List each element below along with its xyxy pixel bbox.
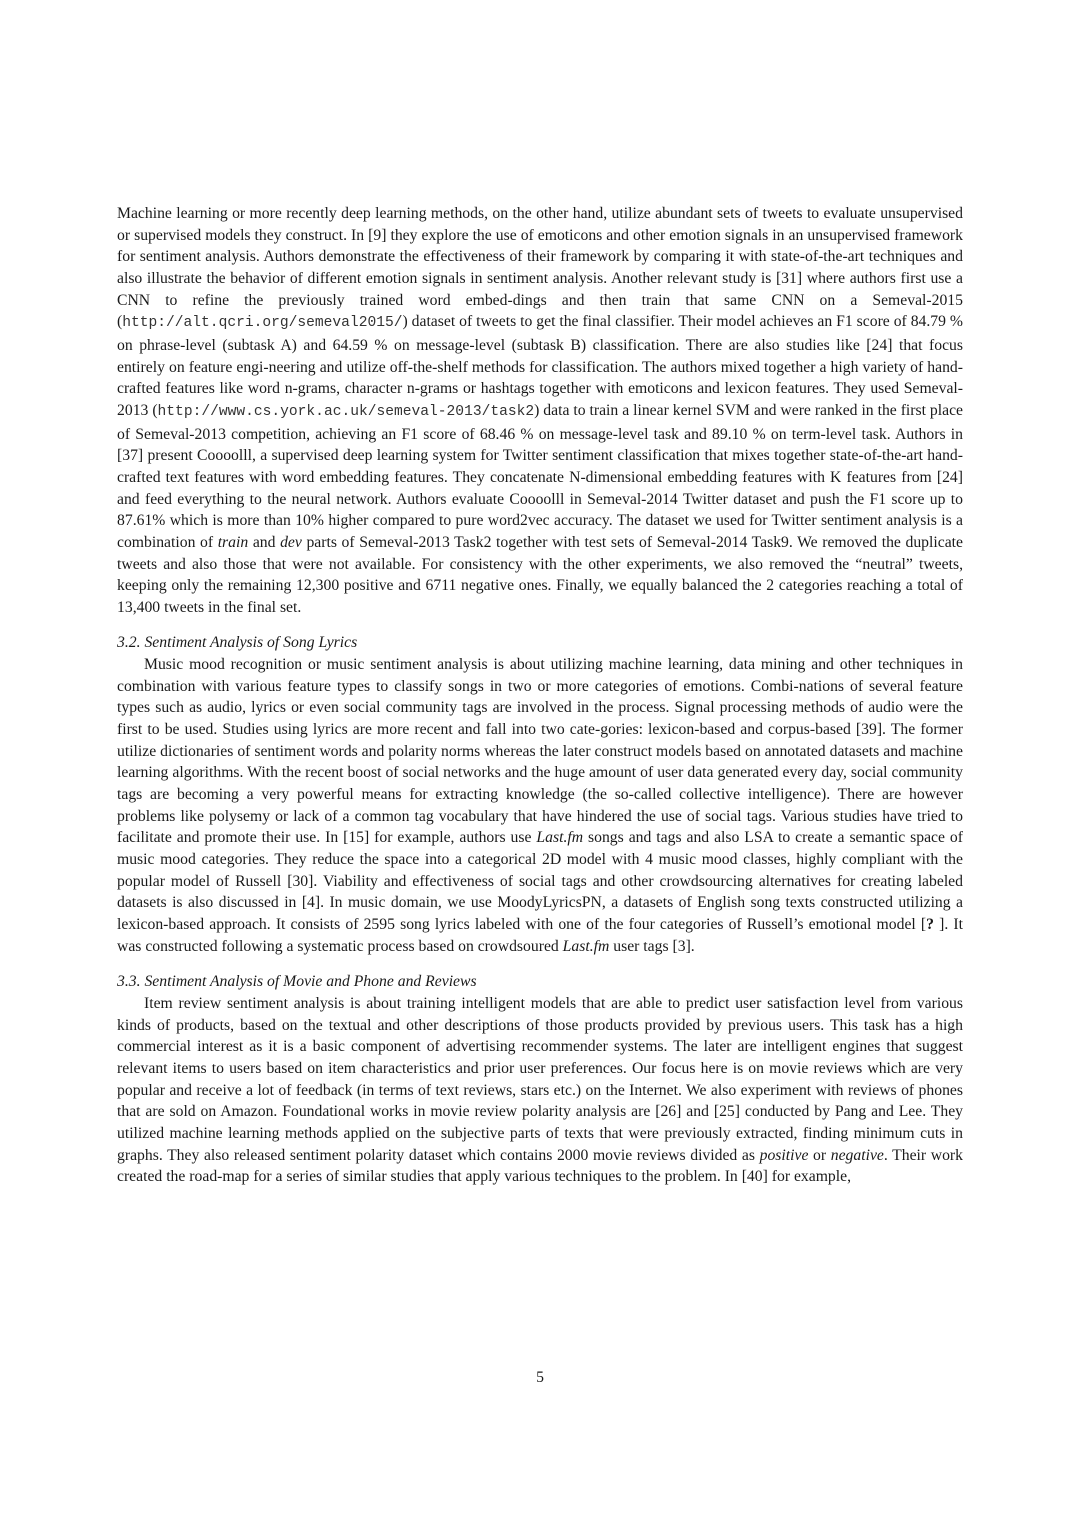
page-number: 5 <box>536 1369 544 1386</box>
emphasis-train: train <box>217 533 249 551</box>
text-run: ) dataset of tweets to get the final classifier. Their model achieves an F1 score of 84.79 % on phrase-level (subtask A) and 64.59 % on message-level (subtask B) classification. There are also studies like [24] that focus entirely on feature engi-neering and utilize off-the-shelf methods for classification. The authors mixed together a high variety of hand-crafted features like word n-grams, character n-grams or hashtags together with emoticons and lexicon features. They used Semeval-2013 ( <box>117 313 963 419</box>
text-run: songs and tags and also LSA to create a semantic space of music mood categories. They reduce the space into a categorical 2D model with 4 music mood classes, highly compliant with the popular model of Russell [30]. Viability and effectiveness of social tags and other crowdsourcing alternatives for creating labeled datasets is also discussed in [4]. In music domain, we use MoodyLyricsPN, a datasets of English song texts constructed utilizing a lexicon-based approach. It consists of 2595 song lyrics labeled with one of the four categories of Russell’s emotional model [ <box>117 829 963 933</box>
emphasis-lastfm: Last.fm <box>536 829 584 847</box>
text-run: or <box>808 1146 831 1164</box>
text-run: Music mood recognition or music sentiment analysis is about utilizing machine learning, data mining and other techniques in combination with various feature types to classify songs in two or more categories of emotions. Combi-nations of several feature types such as audio, lyrics or even social community tags are involved in the process. Signal processing methods of audio were the first to be used. Studies using lyrics are more recent and fall into two cate-gories: lexicon-based and corpus-based [39]. The former utilize dictionaries of sentiment words and polarity norms whereas the later construct models based on annotated datasets and machine learning algorithms. With the recent boost of social networks and the huge amount of user data generated every day, social community tags are becoming a very powerful means for extracting knowledge (the so-called collective intelligence). There are however problems like polysemy or lack of a common tag vocabulary that have hindered the use of social tags. Various studies have tried to facilitate and promote their use. In [15] for example, authors use <box>117 656 963 847</box>
emphasis-positive: positive <box>759 1146 809 1164</box>
section-heading-reviews: 3.3. Sentiment Analysis of Movie and Phone and Reviews <box>117 973 477 991</box>
emphasis-dev: dev <box>280 533 302 551</box>
text-run: user tags [3]. <box>609 937 695 955</box>
paragraph-song-lyrics <box>117 654 963 957</box>
emphasis-negative: negative <box>830 1146 884 1164</box>
url-semeval2015-link[interactable]: http://alt.qcri.org/semeval2015/ <box>122 315 403 332</box>
text-run: parts of Semeval-2013 Task2 together with test sets of Semeval-2014 Task9. We removed the duplicate tweets and also those that were not available. For consistency with the other experiments, we also removed the “neutral” tweets, keeping only the remaining 12,300 positive and 6711 negative ones. Finally, we equally balanced the 2 categories reaching a total of 13,400 tweets in the final set. <box>117 533 963 616</box>
text-run: Item review sentiment analysis is about training intelligent models that are able to predict user satisfaction level from various kinds of products, based on the textual and other descriptions of those products provided by previous users. This task has a high commercial interest as it is a basic component of advertising recommender systems. The later are intelligent engines that suggest relevant items to users based on item characteristics and prior user preferences. Our focus here is on movie reviews which are very popular and receive a lot of feedback (in terms of text reviews, stars etc.) on the Internet. We also experiment with reviews of phones that are sold on Amazon. Foundational works in movie review polarity analysis are [26] and [25] conducted by Pang and Lee. They utilized machine learning methods applied on the subjective parts of texts that were previously extracted, finding minimum cuts in graphs. They also released sentiment polarity dataset which contains 2000 movie reviews divided as <box>117 994 963 1164</box>
text-run: ) data to train a linear kernel SVM and were ranked in the first place of Semeval-2013 competition, achieving an F1 score of 68.46 % on message-level task and 89.10 % on term-level task. Authors in [37] present Coooolll, a supervised deep learning system for Twitter sentiment classification that mixes together state-of-the-art hand-crafted text features with word embedding features. They concatenate N-dimensional embedding features with K features from [24] and feed everything to the neural network. Authors evaluate Coooolll in Semeval-2014 Twitter dataset and push the F1 score up to 87.61% which is more than 10% higher compared to pure word2vec accuracy. The dataset we used for Twitter sentiment analysis is a combination of <box>117 401 963 551</box>
paragraph-twitter-sentiment <box>117 203 963 618</box>
emphasis-lastfm: Last.fm <box>562 937 610 955</box>
text-run: ]. It was constructed following a systematic process based on crowdsoured <box>117 916 964 955</box>
url-semeval2013-link[interactable]: http://www.cs.york.ac.uk/semeval-2013/task2 <box>157 403 535 420</box>
missing-citation-marker: ? <box>926 916 934 933</box>
text-run: Machine learning or more recently deep learning methods, on the other hand, utilize abundant sets of tweets to evaluate unsupervised or supervised models they construct. In [9] they explore the use of emoticons and other emotion signals in an unsupervised framework for sentiment analysis. Authors demonstrate the effectiveness of their framework by comparing it with state-of-the-art techniques and also illustrate the behavior of different emotion signals in sentiment analysis. Another relevant study is [31] where authors first use a CNN to refine the previously trained word embed-dings and then train that same CNN on a Semeval-2015 ( <box>117 205 963 331</box>
text-run: and <box>248 533 281 551</box>
paragraph-reviews <box>117 993 963 1188</box>
text-run: . Their work created the road-map for a series of similar studies that apply various techniques to the problem. In [40] for example, <box>117 1146 963 1186</box>
page-body <box>117 203 963 1188</box>
section-heading-song-lyrics: 3.2. Sentiment Analysis of Song Lyrics <box>117 634 358 652</box>
